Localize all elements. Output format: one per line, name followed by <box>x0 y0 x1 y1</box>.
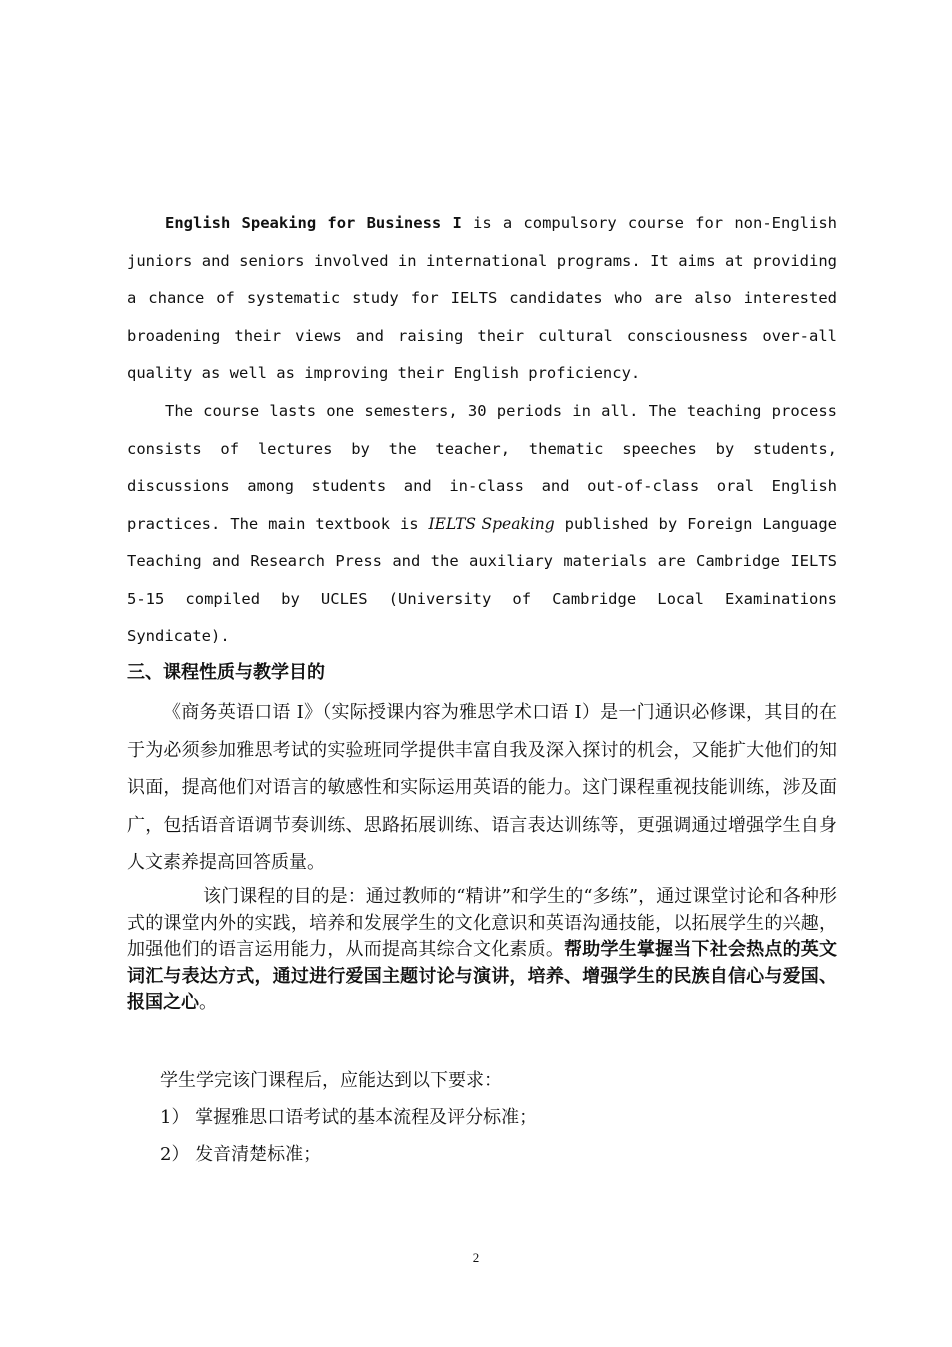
intro-paragraph-2-after: published by Foreign Language Teaching and Research Press and the auxiliary materials are Cambridge IELTS 5-15 compiled by UCLES (University of Cambridge Local Examinations Syndicate). <box>127 514 837 645</box>
section-paragraph-2-bold: 帮助学生掌握当下社会热点的英文词汇与表达方式，通过进行爱国主题讨论与演讲，培养、增强学生的民族自信心与爱国、报国之心 <box>127 939 838 1013</box>
requirements-intro: 学生学完该门课程后，应能达到以下要求： <box>160 1070 502 1091</box>
section-paragraph-2-end: 。 <box>199 992 217 1013</box>
course-title: English Speaking for Business I <box>165 214 462 232</box>
section-paragraph-2 <box>127 884 837 1017</box>
textbook-title: IELTS Speaking <box>428 514 555 533</box>
intro-paragraph-2 <box>127 393 837 656</box>
intro-paragraph-2-before: The course lasts one semesters, 30 periods in all. The teaching process consists of lectures by the teacher, thematic speeches by students, discussions among students and in-class and out-of-class oral English practices. The main textbook is <box>127 402 837 533</box>
intro-paragraph-1 <box>127 205 837 393</box>
section-paragraph-2-normal: 该门课程的目的是：通过教师的“精讲”和学生的“多练”，通过课堂讨论和各种形式的课堂内外的实践，培养和发展学生的文化意识和英语沟通技能，以拓展学生的兴趣，加强他们的语言运用能力，从而提高其综合文化素质。 <box>127 886 837 960</box>
requirement-item: 1） 掌握雅思口语考试的基本流程及评分标准； <box>160 1107 538 1128</box>
page-number: 2 <box>472 1250 480 1265</box>
section-paragraph-1: 《商务英语口语 I》（实际授课内容为雅思学术口语 I）是一门通识必修课，其目的在于为必须参加雅思考试的实验班同学提供丰富自我及深入探讨的机会，又能扩大他们的知识面，提高他们对语言的敏感性和实际运用英语的能力。这门课程重视技能训练，涉及面广，包括语音语调节奏训练、思路拓展训练、语言表达训练等，更强调通过增强学生自身人文素养提高回答质量。 <box>127 702 837 873</box>
section-heading: 三、课程性质与教学目的 <box>127 662 325 683</box>
requirement-item: 2） 发音清楚标准； <box>160 1144 322 1165</box>
intro-paragraph-1-text: is a compulsory course for non-English juniors and seniors involved in international programs. It aims at providing a chance of systematic study for IELTS candidates who are also interested broadening their views and raising their cultural consciousness over-all quality as well as improving their English proficiency. <box>127 214 837 382</box>
